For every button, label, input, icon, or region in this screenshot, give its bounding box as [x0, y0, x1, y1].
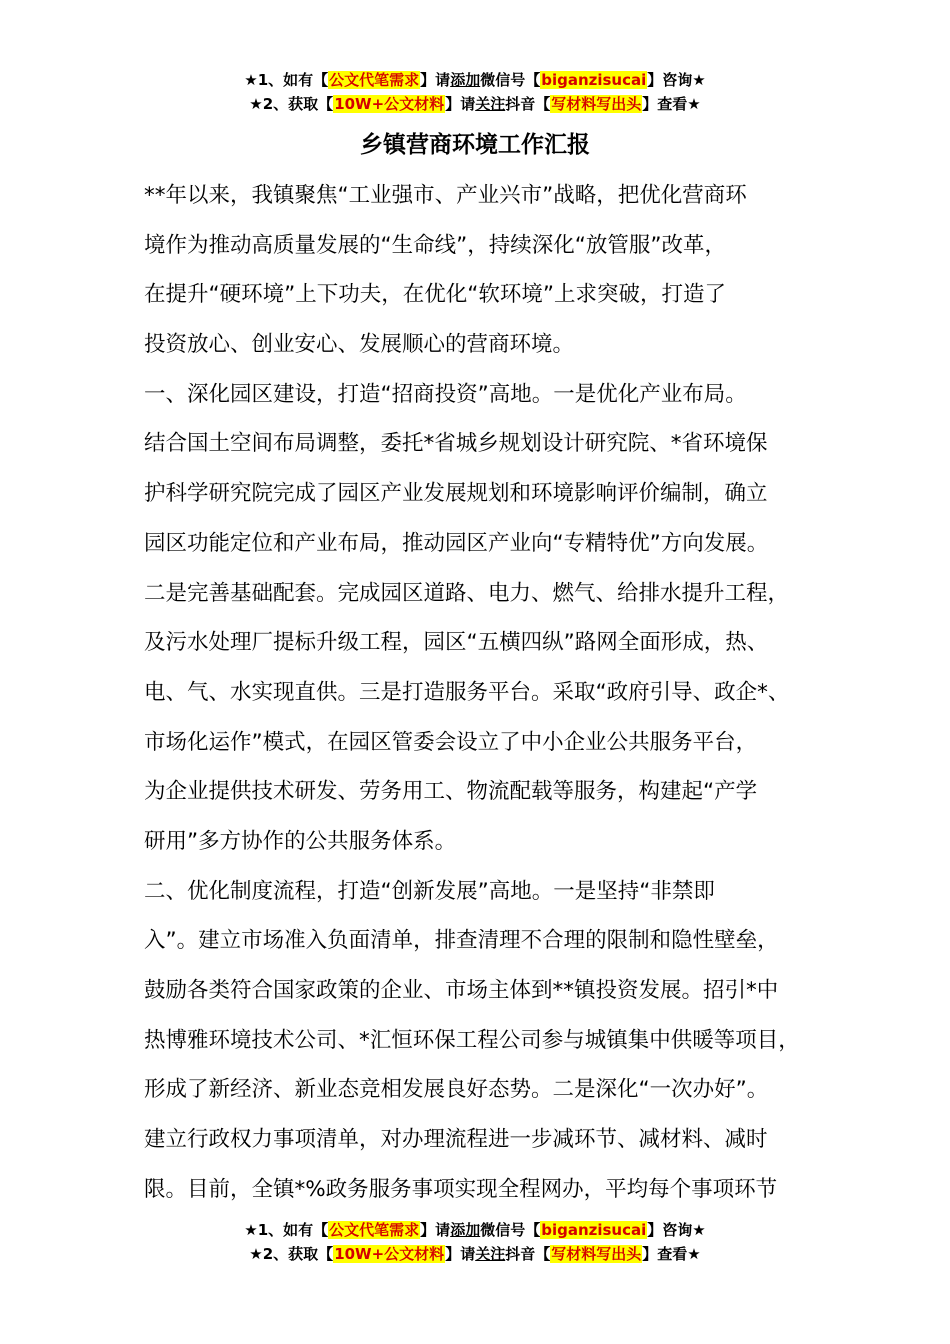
promo-line-2 [0, 1242, 950, 1266]
body-line: 二、优化制度流程，打造“创新发展”高地。一是坚持“非禁即 [144, 878, 715, 904]
body-line: 为企业提供技术研发、劳务用工、物流配载等服务，构建起“产学 [144, 779, 758, 805]
body-line: 境作为推动高质量发展的“生命线”，持续深化“放管服”改革， [144, 232, 727, 258]
promo-highlight: biganzisucai [541, 1221, 647, 1239]
body-line: 及污水处理厂提标升级工程，园区“五横四纵”路网全面形成，热、 [144, 630, 769, 656]
body-line: 热博雅环境技术公司、*汇恒环保工程公司参与城镇集中供暖等项目， [144, 1027, 800, 1053]
body-line: 护科学研究院完成了园区产业发展规划和环境影响评价编制，确立 [144, 481, 768, 507]
promo-text: 】查看★ [642, 95, 701, 113]
promo-highlight: 公文代笔需求 [329, 1221, 420, 1239]
body-line: 研用”多方协作的公共服务体系。 [144, 828, 457, 854]
promo-highlight: biganzisucai [541, 71, 647, 89]
promo-text: ★1、如有【 [244, 71, 329, 89]
body-line: 二是完善基础配套。完成园区道路、电力、燃气、给排水提升工程， [144, 580, 790, 606]
body-line: 建立行政权力事项清单，对办理流程进一步减环节、减材料、减时 [144, 1127, 768, 1153]
promo-text: 】咨询★ [647, 71, 706, 89]
body-line: 投资放心、创业安心、发展顺心的营商环境。 [144, 332, 575, 358]
promo-text: 】请 [420, 71, 451, 89]
promo-text: 】查看★ [642, 1245, 701, 1263]
body-line: 一、深化园区建设，打造“招商投资”高地。一是优化产业布局。 [144, 381, 747, 407]
body-line: 入”。建立市场准入负面清单，排查清理不合理的限制和隐性壁垒， [144, 928, 779, 954]
body-line: 电、气、水实现直供。三是打造服务平台。采取“政府引导、政企*、 [144, 679, 790, 705]
promo-text: ★1、如有【 [244, 1221, 329, 1239]
body-line: 鼓励各类符合国家政策的企业、市场主体到**镇投资发展。招引*中 [144, 978, 779, 1003]
body-line: 在提升“硬环境”上下功夫，在优化“软环境”上求突破，打造了 [144, 282, 727, 308]
promo-underlined-text: 关注 [475, 95, 506, 113]
promo-text: 微信号【 [480, 71, 541, 89]
promo-underlined-text: 添加 [450, 1221, 481, 1239]
body-line: 结合国土空间布局调整，委托*省城乡规划设计研究院、*省环境保 [144, 431, 768, 457]
promo-line-2 [0, 92, 950, 116]
promo-banner-top [0, 68, 950, 116]
document-body [144, 171, 834, 1214]
document-title: 乡镇营商环境工作汇报 [360, 132, 590, 158]
body-line: **年以来，我镇聚焦“工业强市、产业兴市”战略，把优化营商环 [144, 183, 747, 208]
promo-highlight: 10W+公文材料 [334, 95, 445, 113]
body-line: 市场化运作”模式，在园区管委会设立了中小企业公共服务平台， [144, 729, 758, 755]
promo-text: 】咨询★ [647, 1221, 706, 1239]
promo-highlight: 写材料写出头 [551, 95, 642, 113]
promo-banner-bottom [0, 1218, 950, 1266]
promo-line-1 [0, 1218, 950, 1242]
promo-line-1 [0, 68, 950, 92]
promo-text: 抖音【 [505, 1245, 551, 1263]
promo-text: 】请 [445, 1245, 476, 1263]
body-line: 限。目前，全镇*%政务服务事项实现全程网办，平均每个事项环节 [144, 1176, 778, 1202]
promo-text: ★2、获取【 [249, 95, 334, 113]
promo-underlined-text: 添加 [450, 71, 481, 89]
body-line: 形成了新经济、新业态竞相发展良好态势。二是深化“一次办好”。 [144, 1077, 769, 1103]
promo-text: 抖音【 [505, 95, 551, 113]
promo-text: 】请 [420, 1221, 451, 1239]
promo-highlight: 10W+公文材料 [334, 1245, 445, 1263]
promo-highlight: 公文代笔需求 [329, 71, 420, 89]
promo-text: ★2、获取【 [249, 1245, 334, 1263]
promo-underlined-text: 关注 [475, 1245, 506, 1263]
body-line: 园区功能定位和产业布局，推动园区产业向“专精特优”方向发展。 [144, 530, 769, 556]
promo-highlight: 写材料写出头 [551, 1245, 642, 1263]
promo-text: 微信号【 [480, 1221, 541, 1239]
promo-text: 】请 [445, 95, 476, 113]
